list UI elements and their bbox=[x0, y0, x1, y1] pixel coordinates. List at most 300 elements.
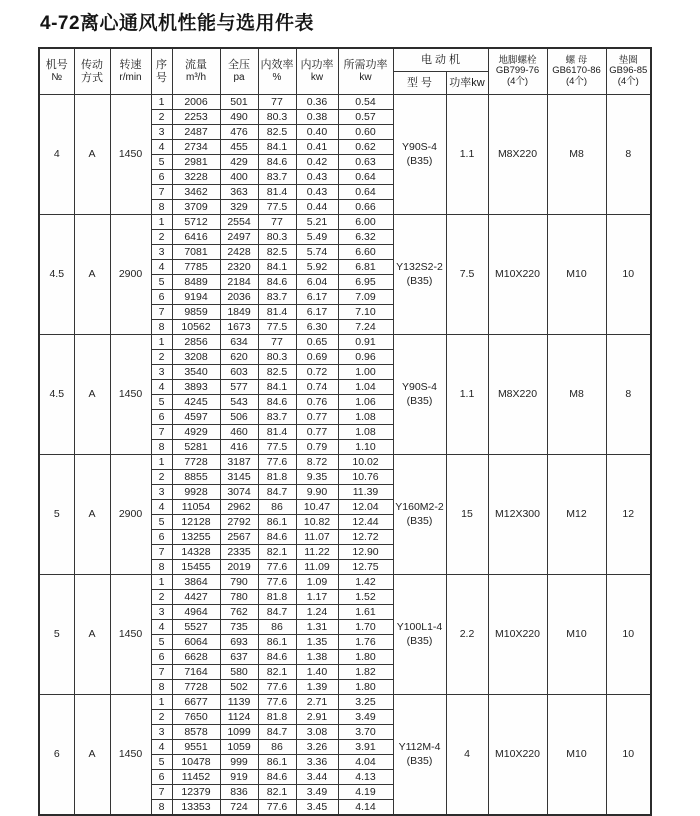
cell-washer: 12 bbox=[606, 455, 651, 575]
header-drive-line2: 方式 bbox=[81, 71, 103, 84]
cell-power: 0.74 bbox=[296, 380, 338, 395]
header-required-power-unit: kw bbox=[359, 72, 372, 84]
motor-model-text: Y90S-4 bbox=[401, 141, 438, 154]
cell-pressure: 502 bbox=[220, 680, 258, 695]
cell-efficiency: 86.1 bbox=[258, 635, 296, 650]
header-washer-qty: (4个) bbox=[617, 75, 639, 87]
cell-motor-power: 4 bbox=[446, 695, 488, 816]
cell-flow: 4427 bbox=[172, 590, 220, 605]
cell-speed: 1450 bbox=[110, 335, 151, 455]
cell-power: 0.77 bbox=[296, 410, 338, 425]
cell-flow: 2734 bbox=[172, 140, 220, 155]
cell-required-power: 1.70 bbox=[338, 620, 393, 635]
cell-seq: 7 bbox=[151, 545, 172, 560]
cell-flow: 12379 bbox=[172, 785, 220, 800]
cell-power: 1.38 bbox=[296, 650, 338, 665]
cell-motor-power: 1.1 bbox=[446, 335, 488, 455]
cell-seq: 5 bbox=[151, 635, 172, 650]
header-speed bbox=[110, 48, 151, 95]
cell-power: 5.92 bbox=[296, 260, 338, 275]
cell-power: 11.22 bbox=[296, 545, 338, 560]
cell-required-power: 1.80 bbox=[338, 650, 393, 665]
cell-seq: 7 bbox=[151, 785, 172, 800]
cell-efficiency: 82.5 bbox=[258, 365, 296, 380]
cell-seq: 8 bbox=[151, 680, 172, 695]
cell-seq: 1 bbox=[151, 695, 172, 710]
cell-flow: 3462 bbox=[172, 185, 220, 200]
cell-power: 11.09 bbox=[296, 560, 338, 575]
cell-required-power: 4.04 bbox=[338, 755, 393, 770]
motor-model-text: Y160M2-2 bbox=[395, 501, 444, 514]
cell-speed: 1450 bbox=[110, 95, 151, 215]
cell-seq: 5 bbox=[151, 395, 172, 410]
cell-drive: A bbox=[74, 695, 110, 816]
cell-efficiency: 81.8 bbox=[258, 470, 296, 485]
cell-drive: A bbox=[74, 95, 110, 215]
cell-pressure: 501 bbox=[220, 95, 258, 110]
cell-flow: 8489 bbox=[172, 275, 220, 290]
cell-flow: 5712 bbox=[172, 215, 220, 230]
cell-flow: 14328 bbox=[172, 545, 220, 560]
cell-motor-model bbox=[393, 95, 446, 215]
cell-pressure: 790 bbox=[220, 575, 258, 590]
cell-seq: 6 bbox=[151, 530, 172, 545]
cell-efficiency: 77.6 bbox=[258, 695, 296, 710]
cell-pressure: 735 bbox=[220, 620, 258, 635]
header-washer bbox=[606, 48, 651, 95]
motor-model-text: Y100L1-4 bbox=[396, 621, 443, 634]
cell-power: 10.47 bbox=[296, 500, 338, 515]
cell-pressure: 2497 bbox=[220, 230, 258, 245]
cell-seq: 3 bbox=[151, 605, 172, 620]
cell-pressure: 460 bbox=[220, 425, 258, 440]
cell-motor-model bbox=[393, 695, 446, 816]
cell-pressure: 1673 bbox=[220, 320, 258, 335]
cell-power: 1.35 bbox=[296, 635, 338, 650]
cell-power: 0.79 bbox=[296, 440, 338, 455]
cell-flow: 2856 bbox=[172, 335, 220, 350]
cell-bolt: M12X300 bbox=[488, 455, 547, 575]
header-row-1 bbox=[39, 48, 651, 72]
cell-required-power: 1.52 bbox=[338, 590, 393, 605]
cell-efficiency: 77.6 bbox=[258, 800, 296, 816]
cell-pressure: 416 bbox=[220, 440, 258, 455]
cell-pressure: 2962 bbox=[220, 500, 258, 515]
cell-pressure: 637 bbox=[220, 650, 258, 665]
cell-efficiency: 81.4 bbox=[258, 425, 296, 440]
motor-model-text: Y90S-4 bbox=[401, 381, 438, 394]
cell-power: 10.82 bbox=[296, 515, 338, 530]
cell-seq: 2 bbox=[151, 590, 172, 605]
cell-pressure: 919 bbox=[220, 770, 258, 785]
cell-efficiency: 77.6 bbox=[258, 680, 296, 695]
cell-seq: 5 bbox=[151, 155, 172, 170]
cell-required-power: 6.81 bbox=[338, 260, 393, 275]
cell-flow: 11054 bbox=[172, 500, 220, 515]
cell-required-power: 1.10 bbox=[338, 440, 393, 455]
cell-flow: 7728 bbox=[172, 455, 220, 470]
cell-flow: 6628 bbox=[172, 650, 220, 665]
cell-efficiency: 86 bbox=[258, 740, 296, 755]
cell-seq: 3 bbox=[151, 485, 172, 500]
header-anchor-bolt bbox=[488, 48, 547, 95]
cell-power: 2.71 bbox=[296, 695, 338, 710]
header-pressure bbox=[220, 48, 258, 95]
cell-flow: 7650 bbox=[172, 710, 220, 725]
cell-nut: M8 bbox=[547, 95, 606, 215]
cell-motor-power: 15 bbox=[446, 455, 488, 575]
cell-required-power: 0.66 bbox=[338, 200, 393, 215]
cell-seq: 6 bbox=[151, 290, 172, 305]
motor-mount-note: (B35) bbox=[406, 154, 433, 167]
motor-mount-note: (B35) bbox=[406, 394, 433, 407]
header-motor-group bbox=[393, 48, 488, 72]
cell-required-power: 6.95 bbox=[338, 275, 393, 290]
header-motor-power bbox=[446, 72, 488, 95]
cell-seq: 4 bbox=[151, 260, 172, 275]
motor-mount-note: (B35) bbox=[406, 634, 433, 647]
cell-required-power: 6.60 bbox=[338, 245, 393, 260]
cell-required-power: 0.63 bbox=[338, 155, 393, 170]
motor-model-text: Y132S2-2 bbox=[396, 261, 443, 274]
cell-flow: 11452 bbox=[172, 770, 220, 785]
cell-power: 1.24 bbox=[296, 605, 338, 620]
cell-machine-no: 5 bbox=[39, 575, 74, 695]
cell-required-power: 0.96 bbox=[338, 350, 393, 365]
cell-flow: 4964 bbox=[172, 605, 220, 620]
cell-flow: 8855 bbox=[172, 470, 220, 485]
cell-efficiency: 81.4 bbox=[258, 305, 296, 320]
cell-required-power: 1.08 bbox=[338, 410, 393, 425]
cell-flow: 9194 bbox=[172, 290, 220, 305]
cell-required-power: 0.57 bbox=[338, 110, 393, 125]
cell-flow: 15455 bbox=[172, 560, 220, 575]
cell-seq: 4 bbox=[151, 740, 172, 755]
header-washer-std: GB96-85 bbox=[609, 65, 648, 77]
cell-washer: 8 bbox=[606, 335, 651, 455]
header-drive bbox=[74, 48, 110, 95]
cell-pressure: 580 bbox=[220, 665, 258, 680]
cell-seq: 3 bbox=[151, 245, 172, 260]
cell-efficiency: 80.3 bbox=[258, 230, 296, 245]
header-motor-model bbox=[393, 72, 446, 95]
cell-flow: 13255 bbox=[172, 530, 220, 545]
cell-pressure: 762 bbox=[220, 605, 258, 620]
cell-power: 6.04 bbox=[296, 275, 338, 290]
cell-machine-no: 4 bbox=[39, 95, 74, 215]
cell-required-power: 3.91 bbox=[338, 740, 393, 755]
header-pressure-unit: pa bbox=[233, 72, 245, 84]
header-flow-unit: m³/h bbox=[186, 72, 206, 84]
cell-seq: 1 bbox=[151, 575, 172, 590]
cell-flow: 10562 bbox=[172, 320, 220, 335]
cell-flow: 9551 bbox=[172, 740, 220, 755]
header-seq-line2: 号 bbox=[156, 71, 167, 84]
cell-drive: A bbox=[74, 575, 110, 695]
header-washer-label: 垫圈 bbox=[618, 54, 638, 66]
cell-power: 5.49 bbox=[296, 230, 338, 245]
header-flow-label: 流量 bbox=[185, 59, 207, 72]
cell-pressure: 2554 bbox=[220, 215, 258, 230]
header-required-power-label: 所需功率 bbox=[343, 59, 388, 72]
cell-pressure: 543 bbox=[220, 395, 258, 410]
cell-bolt: M10X220 bbox=[488, 695, 547, 816]
cell-efficiency: 80.3 bbox=[258, 110, 296, 125]
cell-efficiency: 86.1 bbox=[258, 515, 296, 530]
cell-seq: 7 bbox=[151, 185, 172, 200]
header-seq-line1: 序 bbox=[156, 58, 167, 71]
cell-power: 1.09 bbox=[296, 575, 338, 590]
cell-seq: 6 bbox=[151, 170, 172, 185]
cell-efficiency: 77.6 bbox=[258, 560, 296, 575]
motor-mount-note: (B35) bbox=[406, 754, 433, 767]
cell-flow: 9928 bbox=[172, 485, 220, 500]
cell-power: 1.39 bbox=[296, 680, 338, 695]
cell-efficiency: 77.5 bbox=[258, 320, 296, 335]
cell-drive: A bbox=[74, 215, 110, 335]
cell-seq: 2 bbox=[151, 470, 172, 485]
cell-power: 0.44 bbox=[296, 200, 338, 215]
cell-required-power: 1.76 bbox=[338, 635, 393, 650]
cell-required-power: 1.06 bbox=[338, 395, 393, 410]
cell-pressure: 400 bbox=[220, 170, 258, 185]
cell-seq: 7 bbox=[151, 425, 172, 440]
table-row bbox=[39, 575, 651, 590]
header-power-unit: kw bbox=[310, 72, 324, 84]
cell-seq: 4 bbox=[151, 620, 172, 635]
cell-power: 0.43 bbox=[296, 170, 338, 185]
cell-pressure: 2567 bbox=[220, 530, 258, 545]
cell-machine-no: 5 bbox=[39, 455, 74, 575]
cell-flow: 8578 bbox=[172, 725, 220, 740]
cell-motor-power: 1.1 bbox=[446, 95, 488, 215]
cell-pressure: 693 bbox=[220, 635, 258, 650]
cell-efficiency: 84.1 bbox=[258, 380, 296, 395]
cell-power: 0.69 bbox=[296, 350, 338, 365]
cell-seq: 1 bbox=[151, 215, 172, 230]
cell-flow: 2981 bbox=[172, 155, 220, 170]
cell-efficiency: 84.7 bbox=[258, 605, 296, 620]
header-power-label: 内功率 bbox=[300, 59, 334, 72]
cell-seq: 5 bbox=[151, 275, 172, 290]
cell-power: 6.17 bbox=[296, 290, 338, 305]
cell-flow: 3540 bbox=[172, 365, 220, 380]
cell-pressure: 2036 bbox=[220, 290, 258, 305]
cell-power: 0.36 bbox=[296, 95, 338, 110]
cell-drive: A bbox=[74, 455, 110, 575]
cell-required-power: 0.91 bbox=[338, 335, 393, 350]
cell-efficiency: 84.6 bbox=[258, 155, 296, 170]
cell-required-power: 3.49 bbox=[338, 710, 393, 725]
cell-efficiency: 86 bbox=[258, 620, 296, 635]
cell-flow: 2253 bbox=[172, 110, 220, 125]
cell-efficiency: 82.5 bbox=[258, 125, 296, 140]
cell-power: 3.44 bbox=[296, 770, 338, 785]
header-nut-qty: (4个) bbox=[565, 75, 588, 87]
cell-flow: 6416 bbox=[172, 230, 220, 245]
header-nut-label: 螺 母 bbox=[565, 54, 588, 66]
motor-mount-note: (B35) bbox=[406, 514, 433, 527]
cell-efficiency: 84.7 bbox=[258, 725, 296, 740]
cell-pressure: 1099 bbox=[220, 725, 258, 740]
cell-flow: 3893 bbox=[172, 380, 220, 395]
header-seq bbox=[151, 48, 172, 95]
cell-pressure: 2335 bbox=[220, 545, 258, 560]
cell-pressure: 329 bbox=[220, 200, 258, 215]
cell-pressure: 455 bbox=[220, 140, 258, 155]
cell-power: 1.17 bbox=[296, 590, 338, 605]
header-motor-group-label: 电 动 机 bbox=[420, 53, 461, 66]
cell-pressure: 363 bbox=[220, 185, 258, 200]
cell-bolt: M8X220 bbox=[488, 95, 547, 215]
cell-power: 6.17 bbox=[296, 305, 338, 320]
header-motor-model-label: 型 号 bbox=[406, 76, 433, 89]
cell-required-power: 11.39 bbox=[338, 485, 393, 500]
cell-pressure: 2792 bbox=[220, 515, 258, 530]
cell-power: 0.40 bbox=[296, 125, 338, 140]
cell-machine-no: 4.5 bbox=[39, 215, 74, 335]
cell-flow: 7785 bbox=[172, 260, 220, 275]
cell-required-power: 1.00 bbox=[338, 365, 393, 380]
cell-speed: 1450 bbox=[110, 575, 151, 695]
cell-power: 9.35 bbox=[296, 470, 338, 485]
cell-seq: 6 bbox=[151, 650, 172, 665]
cell-flow: 7081 bbox=[172, 245, 220, 260]
cell-efficiency: 84.6 bbox=[258, 395, 296, 410]
cell-pressure: 3145 bbox=[220, 470, 258, 485]
header-efficiency-label: 内效率 bbox=[260, 59, 294, 72]
cell-required-power: 1.04 bbox=[338, 380, 393, 395]
cell-efficiency: 83.7 bbox=[258, 290, 296, 305]
cell-required-power: 4.13 bbox=[338, 770, 393, 785]
cell-power: 6.30 bbox=[296, 320, 338, 335]
table-row bbox=[39, 695, 651, 710]
cell-flow: 2006 bbox=[172, 95, 220, 110]
cell-speed: 2900 bbox=[110, 455, 151, 575]
cell-pressure: 3187 bbox=[220, 455, 258, 470]
cell-pressure: 2184 bbox=[220, 275, 258, 290]
cell-power: 2.91 bbox=[296, 710, 338, 725]
cell-pressure: 634 bbox=[220, 335, 258, 350]
cell-required-power: 0.54 bbox=[338, 95, 393, 110]
header-pressure-label: 全压 bbox=[228, 59, 250, 72]
cell-seq: 4 bbox=[151, 380, 172, 395]
cell-power: 1.40 bbox=[296, 665, 338, 680]
cell-pressure: 429 bbox=[220, 155, 258, 170]
cell-required-power: 0.60 bbox=[338, 125, 393, 140]
cell-machine-no: 4.5 bbox=[39, 335, 74, 455]
cell-seq: 6 bbox=[151, 410, 172, 425]
cell-seq: 1 bbox=[151, 455, 172, 470]
cell-flow: 3864 bbox=[172, 575, 220, 590]
cell-bolt: M8X220 bbox=[488, 335, 547, 455]
header-speed-unit: r/min bbox=[119, 72, 142, 84]
cell-power: 3.26 bbox=[296, 740, 338, 755]
cell-efficiency: 84.6 bbox=[258, 770, 296, 785]
cell-seq: 8 bbox=[151, 560, 172, 575]
cell-power: 0.43 bbox=[296, 185, 338, 200]
cell-efficiency: 84.1 bbox=[258, 260, 296, 275]
cell-pressure: 1849 bbox=[220, 305, 258, 320]
cell-power: 9.90 bbox=[296, 485, 338, 500]
cell-seq: 8 bbox=[151, 800, 172, 816]
cell-motor-model bbox=[393, 575, 446, 695]
cell-power: 0.72 bbox=[296, 365, 338, 380]
header-nut-std: GB6170-86 bbox=[552, 65, 601, 77]
cell-flow: 5281 bbox=[172, 440, 220, 455]
cell-flow: 7728 bbox=[172, 680, 220, 695]
cell-required-power: 3.70 bbox=[338, 725, 393, 740]
cell-pressure: 3074 bbox=[220, 485, 258, 500]
cell-flow: 2487 bbox=[172, 125, 220, 140]
cell-seq: 2 bbox=[151, 350, 172, 365]
cell-efficiency: 82.1 bbox=[258, 665, 296, 680]
cell-efficiency: 77.6 bbox=[258, 575, 296, 590]
cell-pressure: 2019 bbox=[220, 560, 258, 575]
cell-pressure: 2320 bbox=[220, 260, 258, 275]
cell-required-power: 10.02 bbox=[338, 455, 393, 470]
cell-required-power: 10.76 bbox=[338, 470, 393, 485]
cell-seq: 3 bbox=[151, 365, 172, 380]
cell-efficiency: 77 bbox=[258, 215, 296, 230]
cell-seq: 3 bbox=[151, 725, 172, 740]
cell-efficiency: 77.6 bbox=[258, 455, 296, 470]
cell-flow: 4597 bbox=[172, 410, 220, 425]
header-drive-line1: 传动 bbox=[81, 58, 103, 71]
cell-required-power: 12.75 bbox=[338, 560, 393, 575]
header-machine-no-label: 机号 bbox=[45, 59, 68, 72]
cell-nut: M12 bbox=[547, 455, 606, 575]
table-row bbox=[39, 455, 651, 470]
cell-nut: M10 bbox=[547, 215, 606, 335]
cell-power: 0.65 bbox=[296, 335, 338, 350]
cell-motor-power: 2.2 bbox=[446, 575, 488, 695]
cell-power: 5.21 bbox=[296, 215, 338, 230]
cell-seq: 5 bbox=[151, 755, 172, 770]
cell-machine-no: 6 bbox=[39, 695, 74, 816]
table-row bbox=[39, 215, 651, 230]
cell-efficiency: 82.5 bbox=[258, 245, 296, 260]
cell-flow: 13353 bbox=[172, 800, 220, 816]
cell-pressure: 1059 bbox=[220, 740, 258, 755]
cell-power: 3.49 bbox=[296, 785, 338, 800]
cell-efficiency: 83.7 bbox=[258, 170, 296, 185]
cell-required-power: 4.19 bbox=[338, 785, 393, 800]
cell-efficiency: 86.1 bbox=[258, 755, 296, 770]
cell-pressure: 620 bbox=[220, 350, 258, 365]
cell-seq: 5 bbox=[151, 515, 172, 530]
cell-required-power: 1.82 bbox=[338, 665, 393, 680]
cell-efficiency: 84.6 bbox=[258, 275, 296, 290]
cell-pressure: 1139 bbox=[220, 695, 258, 710]
cell-power: 3.08 bbox=[296, 725, 338, 740]
cell-pressure: 724 bbox=[220, 800, 258, 816]
header-flow bbox=[172, 48, 220, 95]
header-motor-power-label: 功率kw bbox=[449, 76, 485, 89]
cell-required-power: 1.80 bbox=[338, 680, 393, 695]
cell-required-power: 6.00 bbox=[338, 215, 393, 230]
cell-pressure: 1124 bbox=[220, 710, 258, 725]
cell-pressure: 999 bbox=[220, 755, 258, 770]
cell-required-power: 7.24 bbox=[338, 320, 393, 335]
cell-speed: 2900 bbox=[110, 215, 151, 335]
cell-motor-model bbox=[393, 335, 446, 455]
cell-motor-model bbox=[393, 455, 446, 575]
cell-flow: 4245 bbox=[172, 395, 220, 410]
cell-flow: 5527 bbox=[172, 620, 220, 635]
cell-pressure: 2428 bbox=[220, 245, 258, 260]
header-nut bbox=[547, 48, 606, 95]
